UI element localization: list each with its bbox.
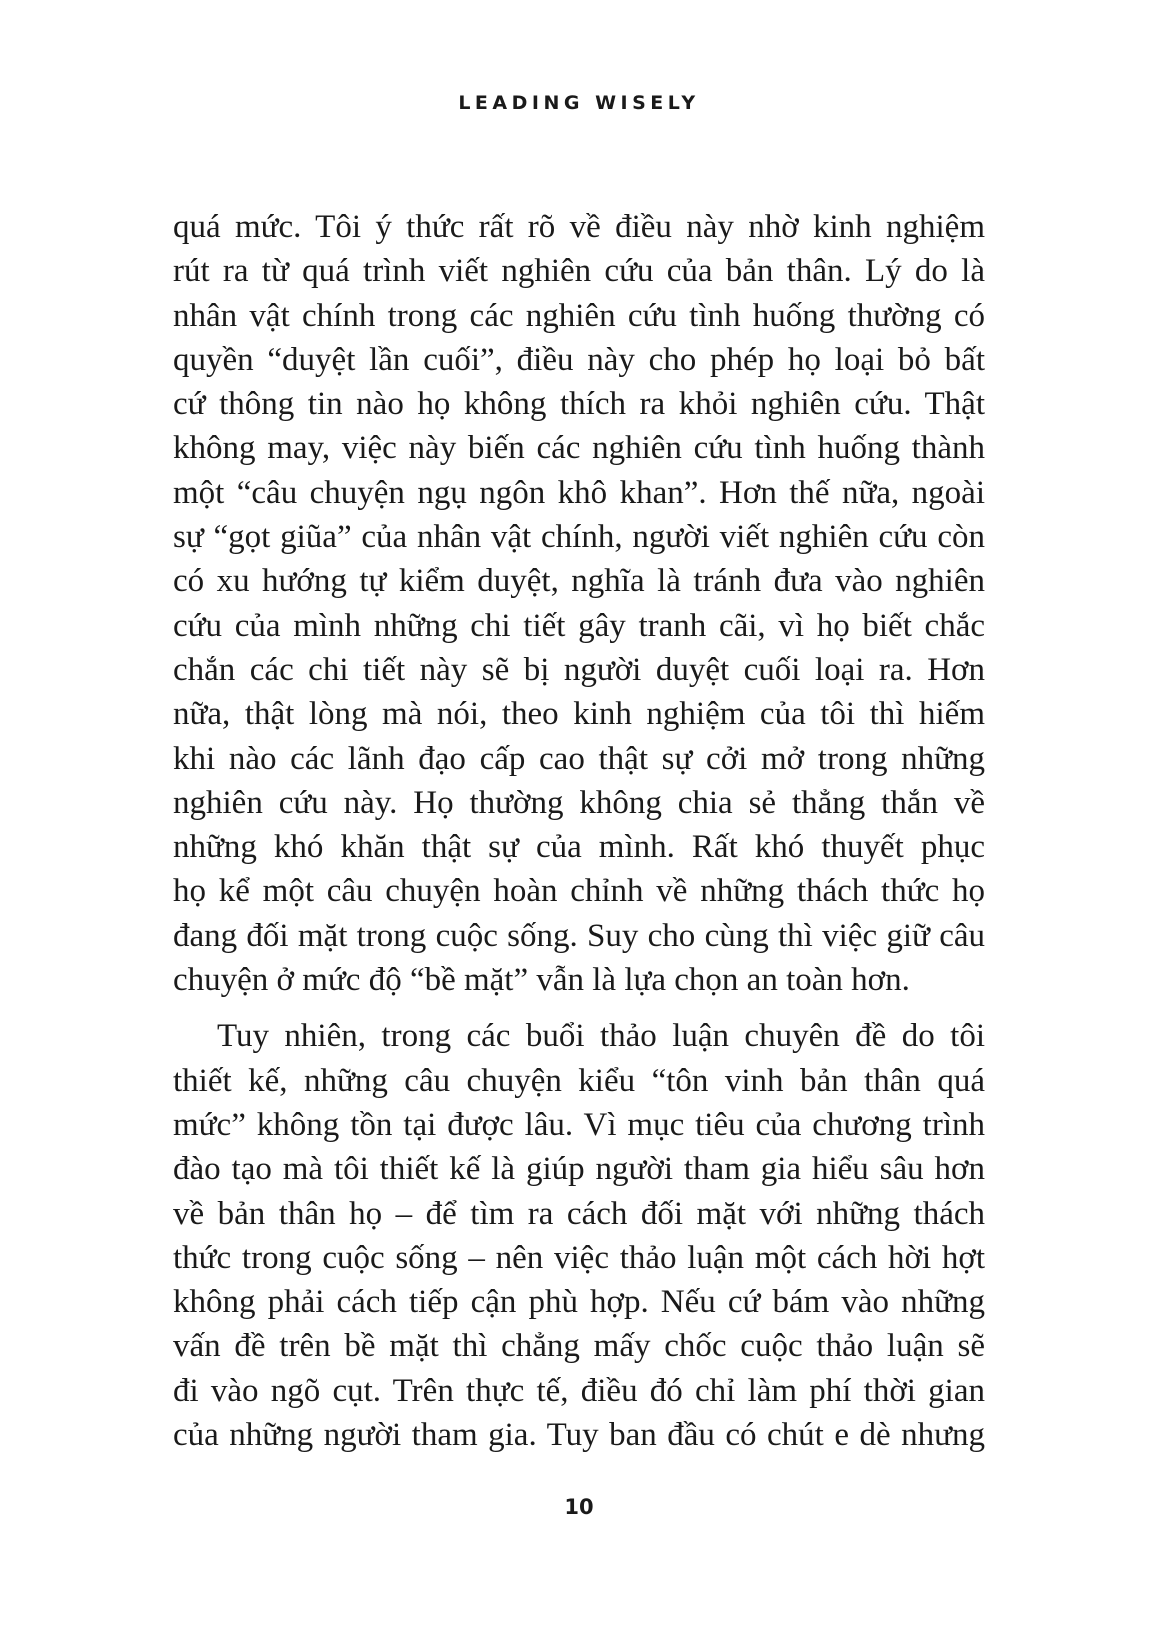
text-line: nữa, thật lòng mà nói, theo kinh nghiệm của tôi thì hiếm <box>173 696 985 733</box>
text-line: đào tạo mà tôi thiết kế là giúp người tham gia hiểu sâu hơn <box>173 1151 985 1188</box>
text-line: về bản thân họ – để tìm ra cách đối mặt với những thách <box>173 1195 985 1232</box>
text-line: vấn đề trên bề mặt thì chẳng mấy chốc cuộc thảo luận sẽ <box>173 1328 985 1365</box>
text-line: không phải cách tiếp cận phù hợp. Nếu cứ bám vào những <box>173 1284 985 1321</box>
text-line: quyền “duyệt lần cuối”, điều này cho phép họ loại bỏ bất <box>173 341 985 378</box>
text-line: họ kể một câu chuyện hoàn chỉnh về những thách thức họ <box>173 873 985 910</box>
text-line: thiết kế, những câu chuyện kiểu “tôn vinh bản thân quá <box>173 1062 985 1099</box>
text-line: quá mức. Tôi ý thức rất rõ về điều này nhờ kinh nghiệm <box>173 209 985 245</box>
text-line: một “câu chuyện ngụ ngôn khô khan”. Hơn thế nữa, ngoài <box>173 474 985 511</box>
page-number: 10 <box>564 1495 594 1519</box>
text-line: của những người tham gia. Tuy ban đầu có chút e dè nhưng <box>173 1417 985 1454</box>
body-text <box>173 205 985 1457</box>
text-line: cứ thông tin nào họ không thích ra khỏi nghiên cứu. Thật <box>173 386 985 423</box>
paragraph-1 <box>173 205 985 1002</box>
text-line: nghiên cứu này. Họ thường không chia sẻ thẳng thắn về <box>173 784 985 821</box>
text-line: có xu hướng tự kiểm duyệt, nghĩa là tránh đưa vào nghiên <box>173 563 985 600</box>
text-line: nhân vật chính trong các nghiên cứu tình huống thường có <box>173 297 985 334</box>
text-line: mức” không tồn tại được lâu. Vì mục tiêu của chương trình <box>173 1106 985 1143</box>
text-line: khi nào các lãnh đạo cấp cao thật sự cởi mở trong những <box>173 740 985 777</box>
text-line: cứu của mình những chi tiết gây tranh cãi, vì họ biết chắc <box>173 607 985 644</box>
text-line: thức trong cuộc sống – nên việc thảo luận một cách hời hợt <box>173 1239 985 1276</box>
text-line: chuyện ở mức độ “bề mặt” vẫn là lựa chọn an toàn hơn. <box>173 962 910 999</box>
paragraph-2 <box>173 1014 985 1457</box>
text-line: rút ra từ quá trình viết nghiên cứu của bản thân. Lý do là <box>173 253 985 290</box>
text-line: Tuy nhiên, trong các buổi thảo luận chuyên đề do tôi <box>217 1018 985 1055</box>
text-line: sự “gọt giũa” của nhân vật chính, người viết nghiên cứu còn <box>173 519 985 556</box>
text-line: những khó khăn thật sự của mình. Rất khó thuyết phục <box>173 829 985 866</box>
text-line: đi vào ngõ cụt. Trên thực tế, điều đó chỉ làm phí thời gian <box>173 1372 985 1409</box>
text-line: đang đối mặt trong cuộc sống. Suy cho cùng thì việc giữ câu <box>173 917 985 954</box>
running-header: LEADING WISELY <box>458 92 700 114</box>
text-line: chắn các chi tiết này sẽ bị người duyệt cuối loại ra. Hơn <box>173 651 985 688</box>
text-line: không may, việc này biến các nghiên cứu tình huống thành <box>173 430 985 467</box>
